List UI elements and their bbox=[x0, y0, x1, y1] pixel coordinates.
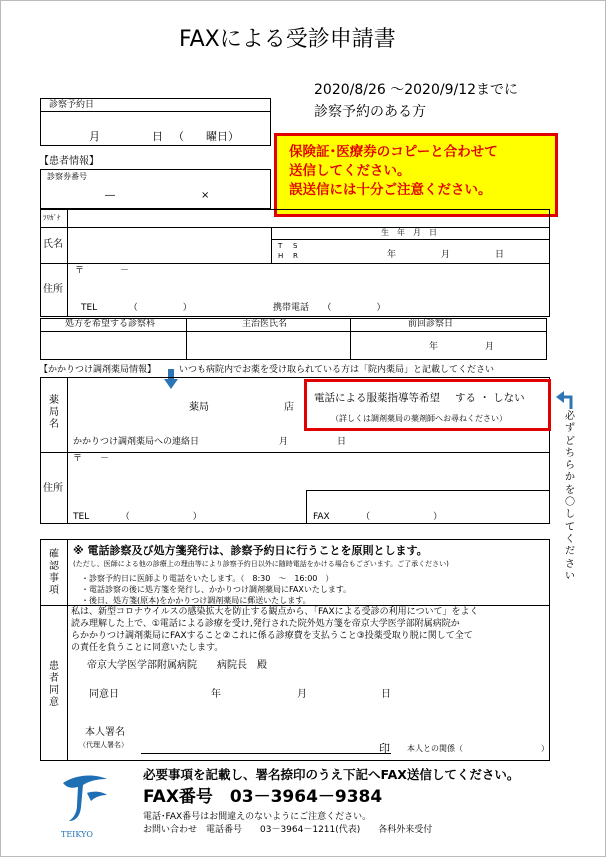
warning-line-3: 誤送信には十分ご注意ください。 bbox=[289, 182, 492, 198]
period-target: 診察予約のある方 bbox=[314, 104, 426, 120]
pharmacy-section-title: 【かかりつけ調剤薬局情報】 bbox=[39, 365, 157, 375]
card-number-dash: ― bbox=[105, 190, 115, 201]
appointment-label: 診察予約日 bbox=[49, 100, 95, 110]
card-number-label: 診察券番号 bbox=[47, 172, 87, 181]
confirm-item-3: ・後日、処方箋(原本)をかかりつけ調剤薬局に郵送いたします。 bbox=[81, 596, 311, 605]
contact-month: 月 bbox=[279, 437, 289, 447]
birth-day: 日 bbox=[495, 250, 505, 260]
footer-fax-number: FAX番号 03－3964－9384 bbox=[143, 787, 383, 807]
pharmacy-address-label: 住所 bbox=[43, 483, 63, 494]
signature-line bbox=[141, 753, 391, 754]
era-h: H bbox=[278, 252, 284, 260]
era-r: R bbox=[293, 252, 298, 260]
curved-arrow-icon bbox=[556, 389, 574, 409]
contact-date-label: かかりつけ調剤薬局への連絡日 bbox=[73, 437, 200, 447]
consent-text-4: の責任を負うことに同意いたします。 bbox=[71, 643, 224, 653]
side-note: 必ずどちらかを〇してください bbox=[565, 411, 575, 582]
confirm-item-1: ・診察予約日に医師より電話をいたします。（ 8:30 ～ 16:00 ） bbox=[81, 574, 334, 583]
last-visit-month: 月 bbox=[485, 342, 495, 352]
pharmacy-name-label: 薬局名 bbox=[49, 395, 59, 430]
appointment-month: 月 bbox=[89, 130, 100, 143]
consent-text-2: 読み理解した上で、①電話による診療を受け,発行された院外処方箋を帝京大学医学部附属病院か bbox=[71, 619, 460, 629]
last-visit-year: 年 bbox=[429, 342, 439, 352]
pharmacy-fax: FAX （ ） bbox=[313, 512, 443, 522]
warning-line-2: 送信してください。 bbox=[289, 163, 411, 179]
guidance-box bbox=[304, 379, 551, 431]
warning-notice bbox=[274, 133, 558, 217]
patient-section-title: 【患者情報】 bbox=[39, 156, 99, 167]
consent-addressee: 帝京大学医学部附属病院 病院長 殿 bbox=[87, 660, 267, 671]
appointment-weekday: （ 曜日） bbox=[173, 130, 239, 143]
patient-mobile: 携帯電話 （ ） bbox=[273, 303, 386, 313]
birth-year: 年 bbox=[387, 250, 397, 260]
consent-date-label: 同意日 bbox=[89, 689, 119, 700]
footer-contact: お問い合わせ 電話番号 03－3964－1211(代表) 各科外来受付 bbox=[143, 825, 433, 835]
consent-day: 日 bbox=[381, 689, 391, 700]
sign-label: 本人署名 bbox=[85, 727, 125, 738]
page-title: FAXによる受診申請書 bbox=[179, 27, 396, 52]
dept-label: 処方を希望する診察科 bbox=[65, 319, 156, 329]
consent-label: 患者同意 bbox=[49, 661, 59, 708]
guidance-label: 電話による服薬指導等希望 bbox=[314, 392, 440, 404]
doctor-label: 主治医氏名 bbox=[242, 319, 288, 329]
relation-close: ） bbox=[541, 744, 549, 753]
confirm-sub: (ただし、医師による他の診療上の理由等により診察予約日以外に随時電話をかける場合もございます。ご了承ください) bbox=[73, 560, 449, 568]
appointment-day: 日 bbox=[152, 130, 163, 143]
confirm-item-2: ・電話診察の後に処方箋を発行し、かかりつけ調剤薬局にFAXいたします。 bbox=[81, 585, 352, 594]
contact-day: 日 bbox=[337, 437, 347, 447]
furigana-label: ﾌﾘｶﾞﾅ bbox=[43, 214, 61, 222]
pharmacy-postal: 〒 － bbox=[73, 454, 110, 464]
birth-header: 生 年 月 日 bbox=[381, 228, 437, 237]
guidance-note: （詳しくは調剤薬局の薬剤師へお尋ねください） bbox=[331, 414, 507, 423]
consent-text-3: らかかりつけ調剤薬局にFAXすること②これに係る診療費を支払うこと③投薬受取り脱に関して全て bbox=[71, 631, 473, 641]
branch-word: 店 bbox=[284, 402, 294, 413]
confirm-label: 確認事項 bbox=[49, 549, 59, 596]
pharmacy-tel: TEL （ ） bbox=[73, 512, 202, 522]
pharmacy-note: いつも病院内でお薬を受け取られている方は「院内薬局」と記載してください bbox=[179, 365, 495, 375]
guidance-choice[interactable]: する ・ しない bbox=[455, 392, 525, 404]
proxy-label: （代理人署名） bbox=[79, 741, 128, 749]
teikyo-logo-icon bbox=[57, 771, 113, 831]
logo-text: TEIKYO bbox=[61, 830, 93, 839]
footer-caution: 電話･FAX番号はお間違えのないようにご注意ください。 bbox=[143, 812, 372, 822]
footer-instruction: 必要事項を記載し、署名捺印のうえ下記へFAX送信してください。 bbox=[143, 767, 520, 782]
era-s: S bbox=[293, 242, 298, 250]
card-number-x: × bbox=[201, 190, 210, 201]
consent-text-1: 私は、新型コロナウイルスの感染拡大を防止する観点から、「FAXによる受診の利用について」をよく bbox=[71, 607, 479, 617]
era-t: T bbox=[278, 242, 283, 250]
consent-year: 年 bbox=[211, 689, 221, 700]
pharmacy-word: 薬局 bbox=[189, 402, 209, 413]
patient-postal: 〒 － bbox=[75, 266, 130, 276]
consent-month: 月 bbox=[297, 689, 307, 700]
last-visit-label: 前回診察日 bbox=[408, 319, 454, 329]
warning-line-1: 保険証･医療券のコピーと合わせて bbox=[289, 144, 498, 160]
address-label: 住所 bbox=[43, 284, 63, 295]
confirm-heading: ※ 電話診察及び処方箋発行は、診察予約日に行うことを原則とします。 bbox=[73, 544, 428, 557]
patient-tel: TEL （ ） bbox=[81, 303, 192, 313]
birth-month: 月 bbox=[441, 250, 451, 260]
name-label: 氏名 bbox=[43, 239, 63, 250]
relation-label: 本人との関係（ bbox=[407, 744, 463, 753]
period-range: 2020/8/26 ～2020/9/12までに bbox=[314, 82, 519, 98]
seal-mark: 印 bbox=[379, 742, 390, 755]
